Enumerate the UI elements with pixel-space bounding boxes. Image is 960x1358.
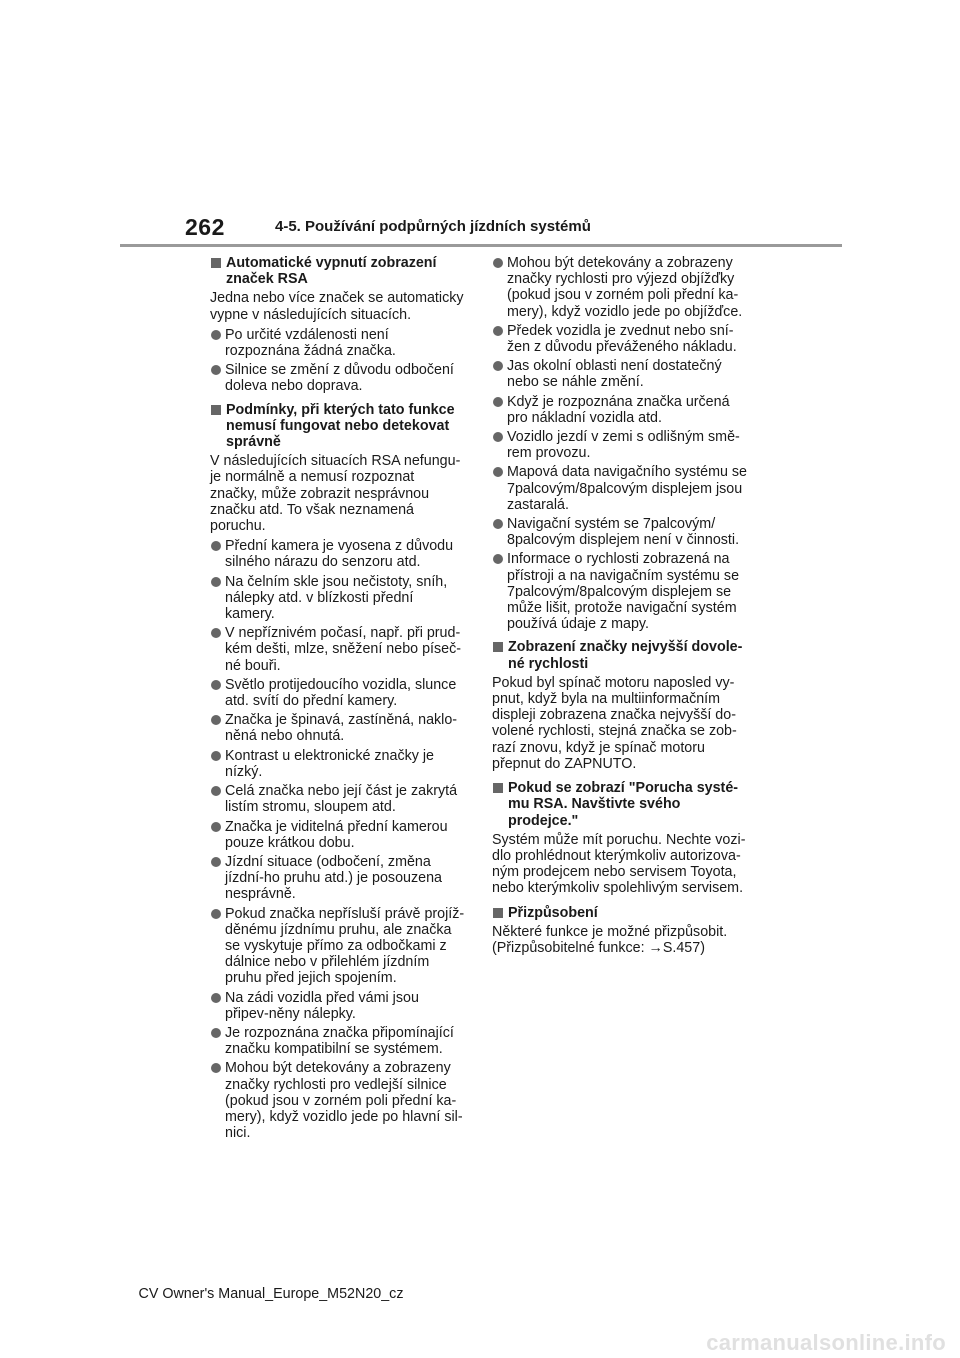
page-number: 262 <box>185 214 225 240</box>
page-footer <box>0 1286 960 1302</box>
paragraph: Pokud byl spínač motoru naposled vy-pnut, když byla na multiinformačním displeji zobrazena značka nejvyšší do-volené rychlosti, stejná značka se zob-razí znovu, když je spínač motoru přepnut do ZAPNUTO. <box>492 674 737 772</box>
circle-bullet-icon <box>492 358 507 390</box>
watermark: carmanualsonline.info <box>706 1330 946 1355</box>
right-column <box>492 255 747 960</box>
list-item: Pokud značka nepřísluší právě projíž-děnému jízdnímu pruhu, ale značka se vyskytuje přímo za odbočkami z dálnice nebo v přilehlém jízdním pruhu před jejich spojením. <box>210 906 465 987</box>
circle-bullet-icon <box>210 990 225 1022</box>
circle-bullet-icon <box>210 1060 225 1141</box>
list-item: Celá značka nebo její část je zakrytá listím stromu, sloupem atd. <box>210 783 465 815</box>
circle-bullet-icon <box>492 429 507 461</box>
circle-bullet-icon <box>210 854 225 903</box>
paragraph: Některé funkce je možné přizpůsobit. (Přizpůsobitelné funkce: →S.457) <box>492 923 728 956</box>
square-bullet-icon <box>210 255 226 287</box>
list-item: Světlo protijedoucího vozidla, slunce atd. svítí do přední kamery. <box>210 677 465 709</box>
circle-bullet-icon <box>210 327 225 359</box>
circle-bullet-icon <box>210 748 225 780</box>
square-bullet-icon <box>210 402 226 451</box>
circle-bullet-icon <box>492 255 507 320</box>
square-bullet-icon <box>492 780 508 829</box>
circle-bullet-icon <box>492 323 507 355</box>
list-item: Mohou být detekovány a zobrazeny značky rychlosti pro vedlejší silnice (pokud jsou v zorném poli přední ka-mery), když vozidlo jede po hlavní sil-nici. <box>210 1060 465 1141</box>
list-item: Na čelním skle jsou nečistoty, sníh, nálepky atd. v blízkosti přední kamery. <box>210 574 465 623</box>
left-column <box>210 255 465 1144</box>
circle-bullet-icon <box>210 677 225 709</box>
list-item: Jízdní situace (odbočení, změna jízdní-ho pruhu atd.) je posouzena nesprávně. <box>210 854 465 903</box>
list-item: Značka je viditelná přední kamerou pouze krátkou dobu. <box>210 819 465 851</box>
circle-bullet-icon <box>492 464 507 513</box>
paragraph: V následujících situacích RSA nefungu-je normálně a nemusí rozpoznat značky, může zobrazit nesprávnou značku atd. To však neznamená poruchu. <box>210 453 461 535</box>
list-item: Mohou být detekovány a zobrazeny značky rychlosti pro výjezd objížďky (pokud jsou v zorném poli přední ka-mery), když vozidlo jede po objížďce. <box>492 255 747 320</box>
list-item: Na zádi vozidla před vámi jsou připev-něny nálepky. <box>210 990 465 1022</box>
paragraph: Systém může mít poruchu. Nechte vozi-dlo prohlédnout kterýmkoliv autorizova-ným prodejcem nebo servisem Toyota, nebo kterýmkoliv spolehlivým servisem. <box>492 831 746 897</box>
square-bullet-icon <box>492 905 508 921</box>
list-item: Předek vozidla je zvednut nebo sní-žen z důvodu převáženého nákladu. <box>492 323 747 355</box>
list-item: Kontrast u elektronické značky je nízký. <box>210 748 465 780</box>
circle-bullet-icon <box>210 819 225 851</box>
circle-bullet-icon <box>210 906 225 987</box>
heading-conditions: Podmínky, při kterých tato funkce nemusí fungovat nebo detekovat správně <box>210 402 465 451</box>
circle-bullet-icon <box>210 538 225 570</box>
list-item: Značka je špinavá, zastíněná, naklo-něná nebo ohnutá. <box>210 712 465 744</box>
list-item: Po určité vzdálenosti není rozpoznána žádná značka. <box>210 327 465 359</box>
list-item: Navigační systém se 7palcovým/ 8palcovým displejem není v činnosti. <box>492 516 747 548</box>
heading-malfunction: Pokud se zobrazí "Porucha systé-mu RSA. Navštivte svého prodejce." <box>492 780 747 829</box>
circle-bullet-icon <box>210 712 225 744</box>
square-bullet-icon <box>492 639 508 671</box>
circle-bullet-icon <box>210 625 225 674</box>
circle-bullet-icon <box>210 783 225 815</box>
page-header <box>0 0 960 250</box>
list-item: Silnice se změní z důvodu odbočení doleva nebo doprava. <box>210 362 465 394</box>
heading-customization: Přizpůsobení <box>492 905 747 921</box>
list-item: Vozidlo jezdí v zemi s odlišným smě-rem provozu. <box>492 429 747 461</box>
paragraph: Jedna nebo více značek se automaticky vypne v následujících situacích. <box>210 290 464 323</box>
circle-bullet-icon <box>492 551 507 632</box>
circle-bullet-icon <box>210 574 225 623</box>
list-item: Jas okolní oblasti není dostatečný nebo se náhle změní. <box>492 358 747 390</box>
list-item: Mapová data navigačního systému se 7palcovým/8palcovým displejem jsou zastaralá. <box>492 464 747 513</box>
circle-bullet-icon <box>210 1025 225 1057</box>
circle-bullet-icon <box>210 362 225 394</box>
list-item: Když je rozpoznána značka určená pro nákladní vozidla atd. <box>492 394 747 426</box>
circle-bullet-icon <box>492 394 507 426</box>
list-item: Informace o rychlosti zobrazená na přístroji a na navigačním systému se 7palcovým/8palcovým displejem se může lišit, protože navigační systém používá údaje z mapy. <box>492 551 747 632</box>
heading-auto-off: Automatické vypnutí zobrazení značek RSA <box>210 255 465 287</box>
footer-text: CV Owner's Manual_Europe_M52N20_cz <box>138 1286 404 1302</box>
heading-speed-limit: Zobrazení značky nejvyšší dovole-né rychlosti <box>492 639 747 671</box>
section-title: 4-5. Používání podpůrných jízdních systémů <box>275 218 591 235</box>
list-item: Přední kamera je vyosena z důvodu silného nárazu do senzoru atd. <box>210 538 465 570</box>
circle-bullet-icon <box>492 516 507 548</box>
list-item: V nepříznivém počasí, např. při prud-kém dešti, mlze, sněžení nebo píseč-né bouři. <box>210 625 465 674</box>
list-item: Je rozpoznána značka připomínající značku kompatibilní se systémem. <box>210 1025 465 1057</box>
header-rule <box>120 244 842 247</box>
